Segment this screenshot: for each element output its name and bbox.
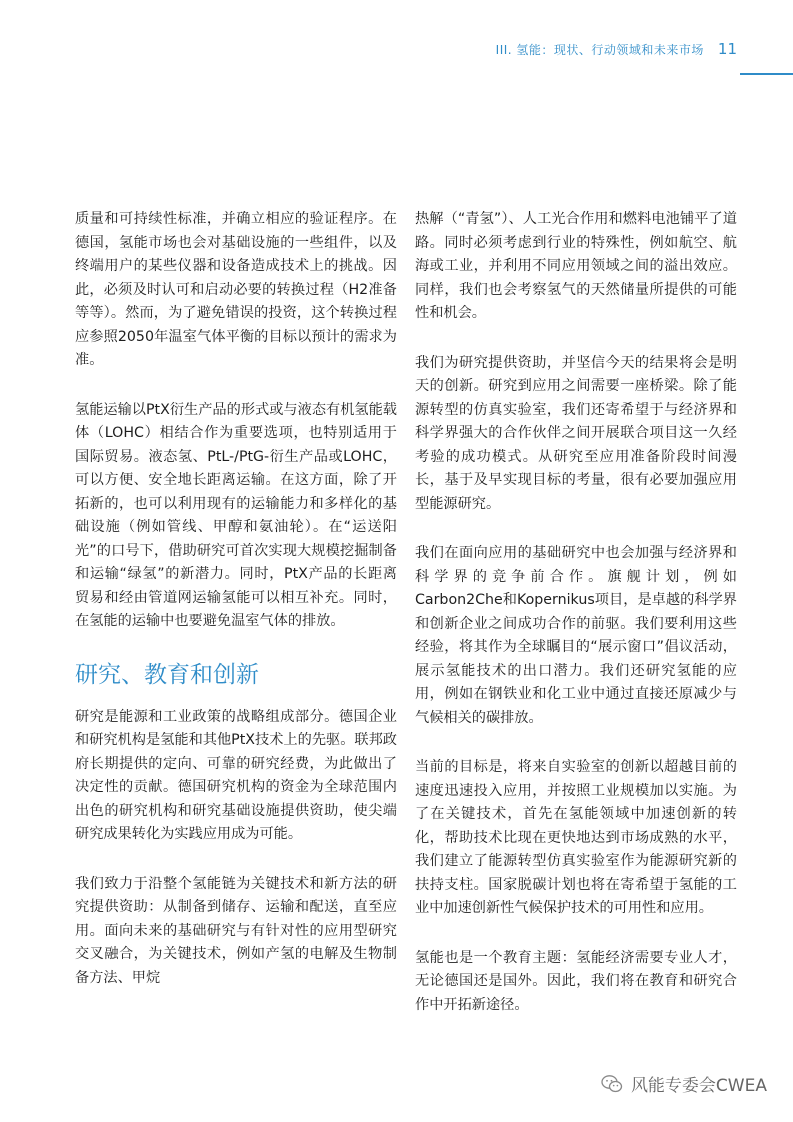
paragraph: 氢能也是一个教育主题：氢能经济需要专业人才，无论德国还是国外。因此，我们将在教育和研究合作中开拓新途径。	[415, 949, 737, 1013]
paragraph: 质量和可持续性标准，并确立相应的验证程序。在德国，氢能市场也会对基础设施的一些组件，以及终端用户的某些仪器和设备造成技术上的挑战。因此，必须及时认可和启动必要的转换过程（H2准备等等）。然而，为了避免错误的投资，这个转换过程应参照2050年温室气体平衡的目标以预计的需求为准。	[75, 211, 397, 368]
wechat-icon	[601, 1074, 623, 1094]
page-number: 11	[717, 40, 737, 58]
paragraph: 我们致力于沿整个氢能链为关键技术和新方法的研究提供资助：从制备到储存、运输和配送，直至应用。面向未来的基础研究与有针对性的应用型研究交叉融合，为关键技术，例如产氢的电解及生物制备方法、甲烷	[75, 875, 397, 986]
section-heading: 研究、教育和创新	[75, 661, 259, 688]
paragraph: 我们在面向应用的基础研究中也会加强与经济界和科学界的竞争前合作。旗舰计划，例如Carbon2Che和Kopernikus项目，是卓越的科学界和创新企业之间成功合作的前驱。我们要利用这些经验，将其作为全球瞩目的“展示窗口”倡议活动，展示氢能技术的出口潜力。我们还研究氢能的应用，例如在钢铁业和化工业中通过直接还原减少与气候相关的碳排放。	[415, 545, 737, 726]
watermark	[601, 1071, 767, 1096]
right-column	[415, 208, 737, 1043]
header-title: III. 氢能：现状、行动领域和未来市场	[495, 43, 704, 57]
paragraph: 氢能运输以PtX衍生产品的形式或与液态有机氢能载体（LOHC）相结合作为重要选项，也特别适用于国际贸易。液态氢、PtL-/PtG-衍生产品或LOHC，可以方便、安全地长距离运输。在这方面，除了开拓新的，也可以利用现有的运输能力和多样化的基础设施（例如管线、甲醇和氨油轮）。在“运送阳光”的口号下，借助研究可首次实现大规模挖掘制备和运输“绿氢”的新潜力。同时，PtX产品的长距离贸易和经由管道网运输氢能可以相互补充。同时，在氢能的运输中也要避免温室气体的排放。	[75, 401, 397, 629]
paragraph: 研究是能源和工业政策的战略组成部分。德国企业和研究机构是氢能和其他PtX技术上的先驱。联邦政府长期提供的定向、可靠的研究经费，为此做出了决定性的贡献。德国研究机构的资金为全球范围内出色的研究机构和研究基础设施提供资助，使尖端研究成果转化为实践应用成为可能。	[75, 708, 397, 842]
paragraph: 当前的目标是，将来自实验室的创新以超越目前的速度迅速投入应用，并按照工业规模加以实施。为了在关键技术，首先在氢能领域中加速创新的转化，帮助技术比现在更快地达到市场成熟的水平，我们建立了能源转型仿真实验室作为能源研究新的扶持支柱。国家脱碳计划也将在寄希望于氢能的工业中加速创新性气候保护技术的可用性和应用。	[415, 759, 737, 916]
paragraph: 我们为研究提供资助，并坚信今天的结果将会是明天的创新。研究到应用之间需要一座桥梁。除了能源转型的仿真实验室，我们还寄希望于与经济界和科学界强大的合作伙伴之间开展联合项目这一久经考验的成功模式。从研究至应用准备阶段时间漫长，基于及早实现目标的考量，很有必要加强应用型能源研究。	[415, 354, 737, 512]
left-column	[75, 208, 397, 1016]
paragraph: 热解（“青氢”）、人工光合作用和燃料电池铺平了道路。同时必须考虑到行业的特殊性，例如航空、航海或工业，并利用不同应用领域之间的溢出效应。同样，我们也会考察氢气的天然储量所提供的可能性和机会。	[415, 211, 737, 321]
page-header	[496, 40, 737, 58]
watermark-text: 风能专委会CWEA	[630, 1076, 767, 1096]
header-rule	[740, 73, 793, 75]
